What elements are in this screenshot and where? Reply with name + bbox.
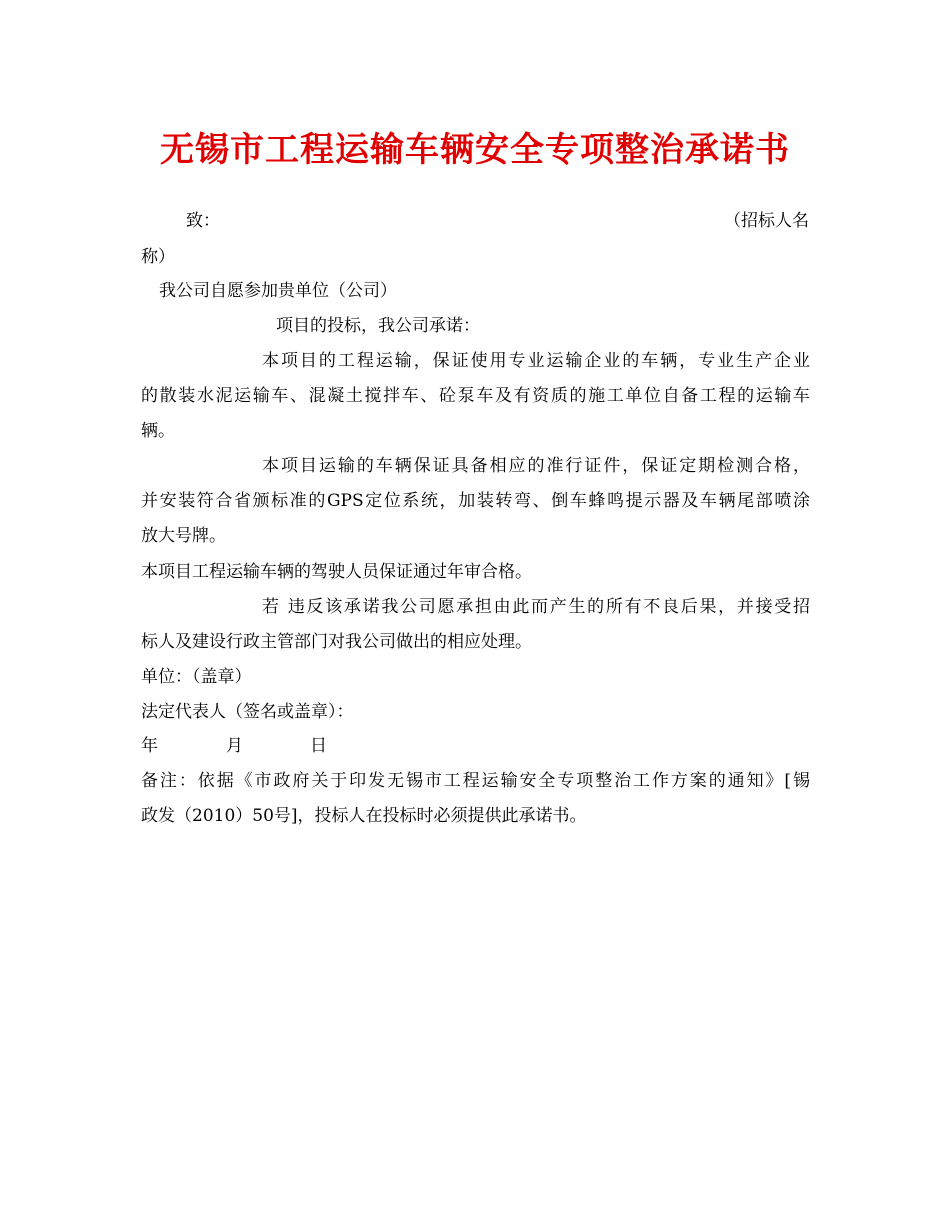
- date-day-label: 日: [310, 736, 327, 756]
- date-month-label: 月: [226, 736, 243, 756]
- clause1-line-3: 辆。: [141, 421, 175, 441]
- unit-label: 单位：（盖章）: [141, 667, 252, 687]
- note-line-2: 政发（2010）50号]，投标人在投标时必须提供此承诺书。: [141, 806, 587, 826]
- clause4-line-2: 标人及建设行政主管部门对我公司做出的相应处理。: [141, 632, 532, 652]
- clause1-line-1: 本项目的工程运输，保证使用专业运输企业的车辆，专业生产企业: [262, 351, 810, 371]
- clause1-line-2: 的散装水泥运输车、混凝土搅拌车、砼泵车及有资质的施工单位自备工程的运输车: [141, 386, 810, 406]
- clause3-text: 本项目工程运输车辆的驾驶人员保证通过年审合格。: [141, 562, 532, 582]
- clause2-line-3: 放大号牌。: [141, 526, 226, 546]
- note-line-1: 备注：依据《市政府关于印发无锡市工程运输安全专项整治工作方案的通知》[锡: [141, 771, 810, 791]
- date-year-label: 年: [141, 736, 158, 756]
- recipient-placeholder-part2: 称）: [141, 247, 175, 267]
- clause2-line-1: 本项目运输的车辆保证具备相应的准行证件，保证定期检测合格，: [262, 456, 810, 476]
- recipient-placeholder-part1: （招标人名: [724, 211, 809, 231]
- clause4-line-1: 若 违反该承诺我公司愿承担由此而产生的所有不良后果，并接受招: [262, 597, 810, 617]
- legal-rep-label: 法定代表人（签名或盖章）：: [141, 702, 354, 722]
- to-label: 致：: [186, 211, 220, 231]
- intro-line-2: 项目的投标，我公司承诺：: [276, 316, 480, 336]
- intro-line-1: 我公司自愿参加贵单位（公司）: [159, 281, 397, 301]
- document-title: 无锡市工程运输车辆安全专项整治承诺书: [160, 130, 790, 170]
- clause2-line-2: 并安装符合省颁标准的GPS定位系统，加装转弯、倒车蜂鸣提示器及车辆尾部喷涂: [141, 491, 810, 511]
